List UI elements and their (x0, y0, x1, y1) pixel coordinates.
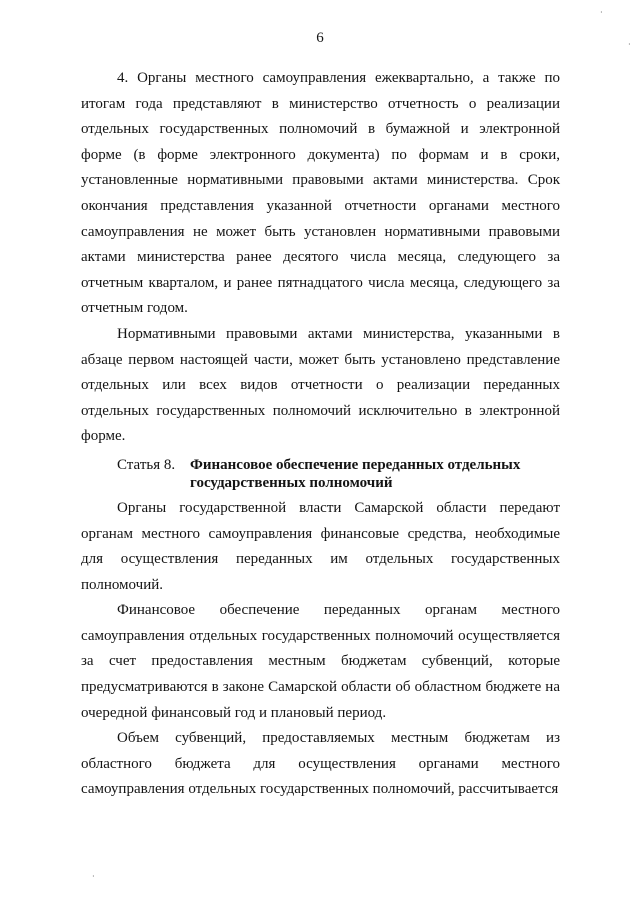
paragraph-subvention-volume: Объем субвенций, предоставляемых местным бюджетам из областного бюджета для осуществления органами местного самоуправления отдельных государственных полномочий, рассчитывается (81, 730, 560, 798)
paragraph-financial-transfer: Органы государственной власти Самарской области передают органам местного самоуправления финансовые средства, необходимые для осуществления переданных им отдельных государственных полномочий. (81, 499, 560, 593)
scan-speck-right: · (628, 40, 631, 49)
paragraph-electronic-form: Нормативными правовыми актами министерства, указанными в абзаце первом настоящей части, может быть установлено представление отдельных или всех видов отчетности о реализации переданных отдельных государственных полномочий исключительно в электронной форме. (81, 325, 560, 445)
document-body (81, 66, 560, 803)
paragraph-subventions: Финансовое обеспечение переданных органам местного самоуправления отдельных государственных полномочий осуществляется за счет предоставления местным бюджетам субвенций, которые предусматриваются в законе Самарской области об областном бюджете на очередной финансовый год и плановый период. (81, 602, 560, 721)
article-title: Финансовое обеспечение переданных отдельных государственных полномочий (190, 456, 521, 491)
article-number: Статья 8. (117, 456, 176, 473)
paragraph-reporting: 4. Органы местного самоуправления ежеквартально, а также по итогам года представляют в министерство отчетность о реализации отдельных государственных полномочий в бумажной и электронной форме (в форме электронного документа) по формам и в сроки, установленные нормативными правовыми актами министерства. Срок окончания представления указанной отчетности органами местного самоуправления не может быть установлен нормативными правовыми актами министерства ранее десятого числа месяца, следующего за отчетным кварталом, и ранее пятнадцатого числа месяца, следующего за отчетным годом. (81, 70, 560, 317)
page-number: 6 (316, 30, 324, 46)
scan-speck-top: · (600, 8, 603, 17)
article-heading (81, 456, 560, 492)
scan-speck-bottom: · (92, 872, 95, 881)
